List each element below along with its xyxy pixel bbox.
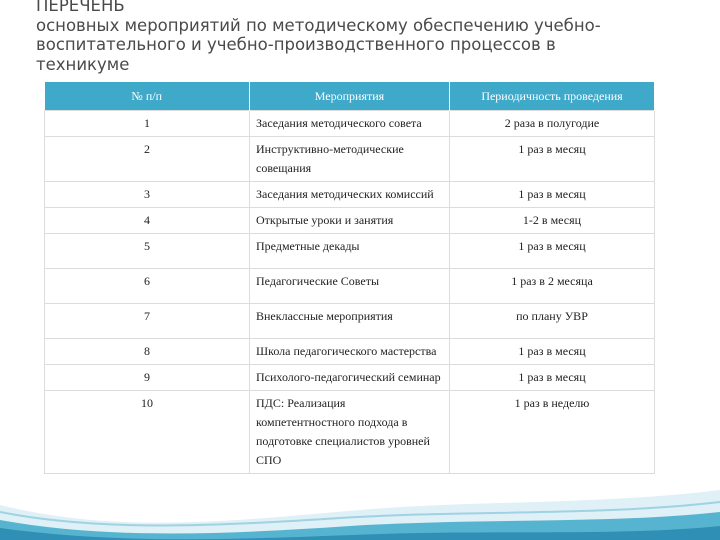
row-period: 1 раз в месяц [450,137,655,182]
row-number: 6 [45,269,250,304]
title-line-3: воспитательного и учебно-производственного процессов в [36,35,556,54]
row-period: 2 раза в полугодие [450,111,655,137]
table-row [45,339,655,365]
title-line-4: техникуме [36,54,130,74]
title-line-1: ПЕРЕЧЕНЬ [36,0,125,15]
row-number: 8 [45,339,250,365]
row-number: 4 [45,208,250,234]
row-event: Инструктивно-методические совещания [250,137,450,182]
row-period: 1 раз в месяц [450,182,655,208]
table-row [45,234,655,269]
decorative-wave [0,450,720,540]
row-number: 9 [45,365,250,391]
row-number: 5 [45,234,250,269]
row-number: 1 [45,111,250,137]
row-period: 1 раз в месяц [450,234,655,269]
table-row [45,182,655,208]
row-event: Предметные декады [250,234,450,269]
row-period: 1 раз в месяц [450,365,655,391]
row-event: Заседания методического совета [250,111,450,137]
page-title [36,0,696,74]
row-number: 3 [45,182,250,208]
row-event: Школа педагогического мастерства [250,339,450,365]
activities-table [44,82,655,474]
row-period: 1 раз в 2 месяца [450,269,655,304]
row-number: 10 [45,391,250,474]
row-event: Открытые уроки и занятия [250,208,450,234]
table-row [45,365,655,391]
title-line-2: основных мероприятий по методическому обеспечению учебно- [36,15,601,35]
table-row [45,137,655,182]
row-event: Педагогические Советы [250,269,450,304]
header-period: Периодичность проведения [450,82,655,111]
row-event: ПДС: Реализация компетентностного подхода в подготовке специалистов уровней СПО [250,391,450,474]
table-row [45,269,655,304]
table-row [45,304,655,339]
row-number: 7 [45,304,250,339]
header-events: Мероприятия [250,82,450,111]
row-period: 1 раз в неделю [450,391,655,474]
header-number: № п/п [45,82,250,111]
row-event: Психолого-педагогический семинар [250,365,450,391]
row-number: 2 [45,137,250,182]
row-period: 1 раз в месяц [450,339,655,365]
table-row [45,111,655,137]
row-event: Заседания методических комиссий [250,182,450,208]
row-period: 1-2 в месяц [450,208,655,234]
table-row [45,208,655,234]
row-period: по плану УВР [450,304,655,339]
row-event: Внеклассные мероприятия [250,304,450,339]
table-header-row [45,82,655,111]
